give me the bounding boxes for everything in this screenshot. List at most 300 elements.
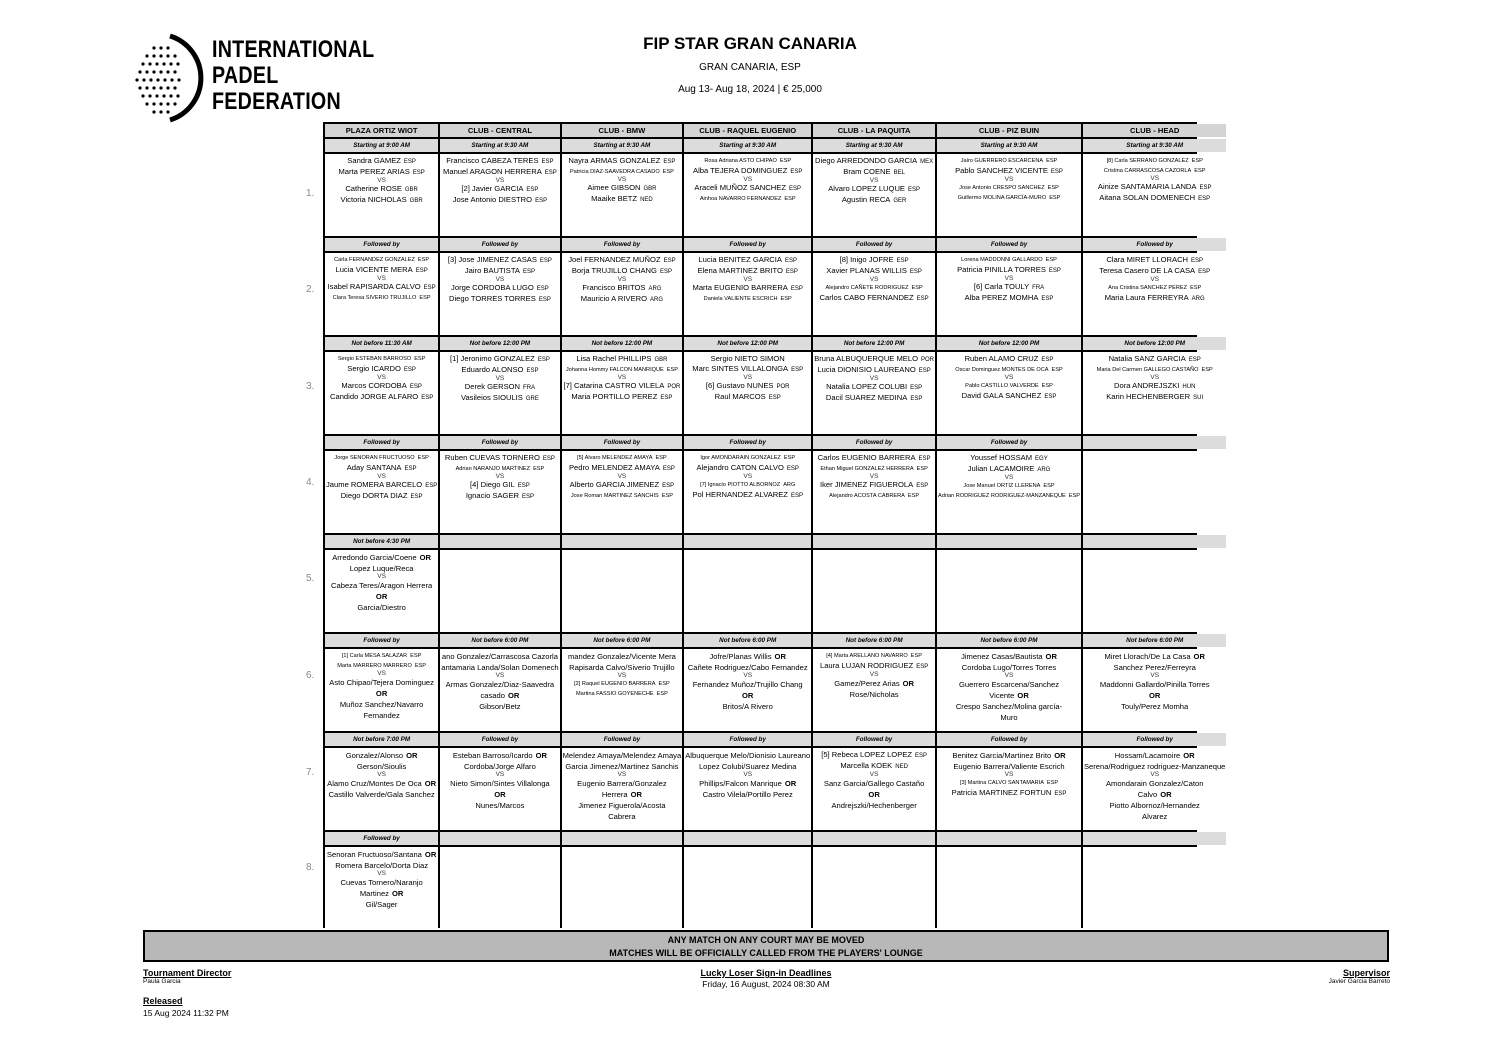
start-time-label: Followed by: [325, 634, 438, 647]
start-time-label: Followed by: [813, 238, 935, 251]
name-text: Jose Antonio DIESTRO: [452, 194, 533, 204]
released-info: [143, 996, 229, 1018]
start-time-label: [440, 535, 559, 548]
name-text: VS: [617, 672, 627, 679]
lucky-loser-info: [616, 968, 916, 989]
round-number: 1.: [306, 188, 315, 199]
start-time-label: Not before 12:00 PM: [937, 337, 1081, 350]
event-header: [550, 34, 950, 95]
nationality: ESP: [415, 268, 428, 274]
or-label: [326, 591, 437, 602]
start-time-label: [684, 832, 811, 845]
match-cell: [937, 550, 1081, 632]
player-line: [814, 354, 934, 365]
start-time-label: Starting at 9:30 AM: [562, 139, 683, 152]
player-line: [685, 156, 810, 166]
team-line: [326, 602, 437, 613]
nationality: FRA: [523, 384, 536, 391]
notice-line: MATCHES WILL BE OFFICIALLY CALLED FROM THE PLAYERS' LOUNGE: [609, 948, 923, 958]
player-line: [938, 778, 1080, 788]
name-text: VS: [495, 473, 505, 480]
notice-line: ANY MATCH ON ANY COURT MAY BE MOVED: [667, 935, 865, 945]
name-text: Rapisarda Calvo/Siverio Trujillo: [569, 663, 675, 672]
or-label: OR: [419, 553, 432, 562]
name-text: Francisco CABEZA TERES: [446, 156, 539, 165]
player-line: [814, 255, 934, 266]
nationality: MEX: [920, 159, 934, 165]
player-line: [685, 255, 810, 266]
team-line: [814, 800, 934, 811]
name-text: Agustin RECA: [841, 194, 891, 204]
name-text: Nayra ARMAS GONZALEZ: [568, 156, 661, 165]
name-text: VS: [377, 870, 386, 877]
start-time-label: Followed by: [562, 436, 683, 449]
name-text: Castillo Valverde/Gala Sanchez: [328, 789, 435, 799]
name-text: Adrian RODRIGUEZ RODRIGUEZ-MANZANEQUE: [938, 492, 1066, 499]
name-text: Alejandro CATON CALVO: [696, 463, 784, 472]
start-time-label: Not before 7:00 PM: [325, 733, 438, 746]
match-cell: [325, 451, 438, 533]
player-line: [938, 788, 1080, 799]
match-cell: [562, 847, 683, 929]
name-text: Alamo Cruz/Montes De Oca: [327, 778, 422, 788]
start-time-label: Followed by: [1083, 238, 1226, 251]
name-text: Maria Del Carmen GALLEGO CASTAÑO: [1096, 367, 1199, 373]
nationality: ESP: [916, 664, 929, 670]
nationality: ESP: [414, 356, 426, 362]
match-cell: [440, 154, 559, 236]
name-text: Mauricio A RIVERO: [580, 293, 648, 303]
name-text: Aitana SOLAN DOMENECH: [1099, 192, 1196, 202]
name-text: Andrejszki/Hechenberger: [831, 800, 917, 810]
match-cell: [684, 253, 811, 335]
nationality: ESP: [410, 653, 422, 659]
name-text: Manuel ARAGON HERRERA: [443, 167, 542, 176]
start-time-label: Followed by: [562, 733, 683, 746]
nationality: ESP: [896, 258, 909, 264]
player-line: [563, 480, 682, 491]
name-text: Ruben ALAMO CRUZ: [964, 354, 1039, 363]
team-line: [1084, 679, 1225, 690]
match-cell: [440, 748, 559, 830]
name-text: VS: [1150, 374, 1160, 381]
name-text: VS: [743, 672, 753, 679]
nationality: ESP: [663, 258, 676, 264]
nationality: POR: [921, 357, 935, 363]
nationality: ESP: [410, 493, 423, 500]
start-time-label: [1083, 832, 1226, 845]
nationality: ARG: [1037, 467, 1051, 473]
name-text: Gonzalez/Alonso: [345, 751, 404, 760]
player-line: [441, 294, 558, 305]
team-line: [326, 888, 437, 899]
team-line: [563, 800, 682, 811]
start-time-label: Starting at 9:00 AM: [325, 139, 438, 152]
name-text: VS: [743, 276, 753, 283]
name-text: Sergio NIETO SIMON: [710, 354, 785, 363]
start-time-label: Followed by: [813, 733, 935, 746]
match-cell: [684, 847, 811, 929]
name-text: Lucia VICENTE MERA: [335, 265, 413, 274]
player-line: [326, 392, 437, 403]
nationality: ESP: [909, 269, 922, 275]
name-text: Jose Roman MARTINEZ SANCHIS: [570, 492, 659, 499]
nationality: NED: [640, 196, 653, 203]
player-line: [1084, 255, 1225, 266]
nationality: BEL: [893, 170, 905, 176]
player-line: [814, 184, 934, 195]
match-cell: [440, 253, 559, 335]
name-text: Julian LACAMOIRE: [967, 464, 1035, 473]
match-cell: [1083, 649, 1226, 731]
round-number: 5.: [306, 573, 315, 584]
player-line: [938, 293, 1080, 304]
match-cell: [325, 253, 438, 335]
start-time-label: [1083, 436, 1226, 449]
name-text: Maddonni Gallardo/Pinilla Torres: [1099, 679, 1210, 689]
name-text: Asto Chipao/Tejera Dominguez: [329, 677, 434, 687]
match-cell: [440, 550, 559, 632]
name-text: Lucia BENITEZ GARCIA: [698, 255, 782, 264]
start-time-label: Followed by: [937, 238, 1081, 251]
released-label: Released: [143, 996, 183, 1006]
nationality: ESP: [1050, 169, 1063, 175]
player-line: [938, 282, 1080, 293]
start-time-label: Followed by: [325, 832, 438, 845]
team-line: [441, 750, 558, 761]
name-text: Cordoba Lugo/Torres Torres: [961, 663, 1057, 672]
team-line: [326, 677, 437, 688]
name-text: Vicente: [989, 690, 1015, 700]
nationality: ESP: [663, 159, 676, 165]
or-label: OR: [1193, 652, 1205, 661]
name-text: OR: [375, 688, 388, 698]
name-text: [6] Gustavo NUNES: [705, 380, 774, 390]
match-cell: [562, 550, 683, 632]
name-text: Eduardo ALONSO: [461, 365, 524, 374]
nationality: ESP: [1047, 184, 1059, 191]
team-line: [685, 789, 810, 800]
player-line: [685, 194, 810, 204]
name-text: Ethan Miguel GONZALEZ HERRERA: [820, 466, 914, 472]
match-cell: [937, 154, 1081, 236]
or-label: OR: [1160, 789, 1172, 799]
match-cell: [562, 649, 683, 731]
name-text: VS: [1004, 771, 1014, 778]
name-text: Alejandro ACOSTA CABRERA: [829, 492, 905, 499]
name-text: Pablo CASTILLO VALVERDE: [965, 382, 1039, 389]
name-text: Carlos CABO FERNANDEZ: [819, 292, 914, 302]
name-text: Cabrera: [608, 811, 636, 821]
player-line: [563, 491, 682, 501]
team-line: [685, 701, 810, 712]
name-text: Amondarain Gonzalez/Caton: [1105, 778, 1204, 788]
logo-text: [212, 37, 374, 115]
nationality: ESP: [662, 482, 675, 489]
name-text: VS: [1004, 672, 1014, 679]
start-time-label: Followed by: [325, 238, 438, 251]
nationality: ESP: [539, 258, 552, 264]
name-text: Isabel RAPISARDA CALVO: [327, 281, 421, 291]
team-line: [326, 789, 437, 800]
name-text: Aday SANTANA: [346, 463, 402, 472]
team-line: [938, 679, 1080, 690]
supervisor-info: [1329, 968, 1390, 985]
round-number: 3.: [306, 381, 315, 392]
name-text: Sandra GAMEZ: [347, 156, 401, 165]
player-line: [441, 480, 558, 491]
nationality: ESP: [908, 186, 921, 193]
or-label: [441, 789, 558, 800]
name-text: Jairo GUERRERO ESCARCENA: [960, 158, 1044, 164]
nationality: GER: [893, 197, 907, 204]
notice-banner: [143, 930, 1389, 962]
match-cell: [440, 847, 559, 929]
team-line: [685, 679, 810, 690]
name-text: Ainhoa NAVARRO FERNANDEZ: [699, 195, 782, 202]
name-text: VS: [743, 176, 753, 183]
nationality: ESP: [414, 663, 427, 669]
or-label: OR: [424, 850, 437, 859]
match-cell: [562, 154, 683, 236]
start-time-label: Followed by: [440, 436, 559, 449]
player-line: [814, 156, 934, 167]
match-cell: [440, 451, 559, 533]
or-label: OR: [1045, 652, 1057, 661]
match-cell: [937, 253, 1081, 335]
start-time-label: Not before 12:00 PM: [684, 337, 811, 350]
match-cell: [937, 847, 1081, 929]
player-line: [563, 183, 682, 194]
nationality: ESP: [780, 295, 792, 302]
name-text: Ruben CUEVAS TORNERO: [444, 453, 540, 462]
nationality: ESP: [1194, 168, 1206, 174]
name-text: Carlos EUGENIO BARRERA: [817, 453, 916, 462]
nationality: ESP: [790, 492, 803, 499]
nationality: ARG: [648, 285, 662, 292]
name-text: Gil/Sager: [365, 899, 398, 909]
nationality: ESP: [916, 482, 929, 489]
name-text: [8] Inigo JOFRE: [839, 255, 894, 264]
nationality: ESP: [659, 269, 672, 275]
name-text: Diego ARREDONDO GARCIA: [815, 156, 918, 165]
name-text: Garcia/Diestro: [357, 602, 406, 612]
player-line: [938, 391, 1080, 402]
name-text: VS: [377, 573, 386, 580]
name-text: VS: [617, 374, 627, 381]
nationality: ESP: [916, 295, 929, 302]
nationality: FRA: [1032, 284, 1045, 291]
ipf-ball-icon: [134, 34, 204, 124]
nationality: ESP: [916, 466, 928, 472]
nationality: ESP: [910, 384, 923, 391]
match-cell: [1083, 154, 1226, 236]
supervisor-label: Supervisor: [1342, 968, 1390, 978]
name-text: Lopez Colubi/Suarez Medina: [698, 762, 797, 771]
name-text: Marcella KOEK: [840, 761, 893, 770]
name-text: Clara Teresa SIVERIO TRUJILLO: [332, 294, 417, 301]
nationality: ESP: [425, 482, 438, 489]
nationality: ESP: [526, 186, 539, 193]
nationality: ESP: [1068, 492, 1080, 499]
team-line: [685, 651, 810, 662]
player-line: [441, 393, 558, 404]
nationality: ESP: [541, 159, 554, 165]
player-line: [685, 381, 810, 392]
match-cell: [813, 154, 935, 236]
name-text: Cabeza Teres/Aragon Herrera: [331, 580, 433, 590]
nationality: ESP: [1191, 258, 1204, 264]
match-cell: [937, 649, 1081, 731]
nationality: ESP: [1041, 295, 1054, 302]
player-line: [563, 283, 682, 294]
name-text: Victoria NICHOLAS: [340, 194, 407, 204]
start-time-label: Starting at 9:30 AM: [813, 139, 935, 152]
player-line: [814, 491, 934, 501]
nationality: ESP: [660, 394, 673, 401]
name-text: VS: [495, 375, 505, 382]
name-text: Joel FERNANDEZ MUÑOZ: [568, 255, 661, 264]
name-text: VS: [1004, 474, 1014, 481]
nationality: ESP: [1198, 269, 1211, 275]
name-text: Nieto Simon/Sintes Villalonga: [450, 778, 550, 788]
nationality: ESP: [768, 394, 781, 401]
nationality: ESP: [409, 383, 422, 390]
nationality: ESP: [784, 258, 797, 264]
name-text: VS: [495, 276, 505, 283]
or-label: OR: [507, 690, 520, 700]
team-line: [563, 789, 682, 800]
name-text: Jofre/Planas Willis: [709, 652, 772, 661]
player-line: [441, 184, 558, 195]
nationality: ESP: [662, 169, 674, 175]
player-line: [685, 490, 810, 501]
team-line: [938, 750, 1080, 761]
name-text: [3] Martina CALVO SANTAMARIA: [959, 779, 1044, 786]
team-line: [814, 778, 934, 789]
match-cell: [440, 352, 559, 434]
player-line: [326, 195, 437, 206]
name-text: Calvo: [1137, 789, 1158, 799]
team-line: [326, 899, 437, 910]
name-text: Lorena MADDONNI GALLARDO: [961, 257, 1043, 263]
name-text: Teresa Casero DE LA CASA: [1099, 266, 1196, 275]
name-text: VS: [869, 177, 879, 184]
name-text: [1] Carla MESA SALAZAR: [341, 653, 408, 659]
player-line: [685, 354, 810, 364]
player-line: [685, 283, 810, 294]
name-text: Ainize SANTAMARIA LANDA: [1097, 181, 1197, 191]
name-text: ano Gonzalez/Carrascosa Cazorla: [441, 652, 558, 661]
name-text: OR: [1149, 690, 1161, 700]
start-time-label: Followed by: [325, 436, 438, 449]
name-text: Nunes/Marcos: [475, 800, 525, 810]
nationality: ESP: [662, 466, 675, 472]
name-text: Sanz Garcia/Gallego Castaño: [823, 778, 925, 788]
name-text: Jimenez Figuerola/Acosta: [578, 800, 666, 810]
match-cell: [1083, 253, 1226, 335]
name-text: David GALA SANCHEZ: [961, 390, 1042, 400]
player-line: [938, 381, 1080, 391]
start-time-label: Not before 6:00 PM: [684, 634, 811, 647]
team-line: [1084, 811, 1225, 822]
name-text: Marc SINTES VILLALONGA: [692, 364, 789, 373]
name-text: [5] Alvaro MELENDEZ AMAYA: [577, 455, 653, 461]
name-text: Araceli MUÑOZ SANCHEZ: [694, 182, 786, 192]
start-time-label: Followed by: [562, 238, 683, 251]
player-line: [563, 392, 682, 403]
nationality: ESP: [522, 493, 535, 500]
player-line: [441, 382, 558, 393]
name-text: Phillips/Falcon Manrique: [699, 778, 782, 788]
name-text: Melendez Amaya/Melendez Amaya: [562, 751, 682, 760]
director-name: Paula Garcia: [143, 978, 181, 985]
start-time-label: [813, 832, 935, 845]
player-line: [814, 293, 934, 304]
nationality: ESP: [918, 368, 931, 374]
name-text: Vasileios SIOULIS: [460, 392, 523, 402]
match-cell: [813, 253, 935, 335]
match-cell: [813, 748, 935, 830]
nationality: ESP: [783, 455, 796, 461]
name-text: VS: [617, 771, 627, 778]
team-line: [563, 811, 682, 822]
player-line: [563, 294, 682, 305]
name-text: [2] Javier GARCIA: [461, 183, 524, 193]
name-text: Oscar Dominguez MONTES DE OCA: [955, 367, 1049, 373]
team-line: [938, 690, 1080, 701]
name-text: VS: [377, 275, 386, 282]
nationality: ESP: [1048, 268, 1061, 274]
start-time-label: [937, 832, 1081, 845]
name-text: Esteban Barroso/Icardo: [452, 751, 533, 760]
match-cell: [562, 253, 683, 335]
name-text: Serena/Rodriguez rodriguez-Manzaneque: [1083, 762, 1226, 771]
player-line: [326, 651, 437, 661]
nationality: ESP: [914, 753, 927, 759]
logo-line: FEDERATION: [212, 88, 341, 115]
nationality: ESP: [656, 690, 668, 697]
name-text: Alvarez: [1142, 811, 1168, 821]
nationality: ESP: [779, 158, 792, 164]
nationality: ESP: [538, 296, 551, 303]
name-text: Iker JIMENEZ FIGUEROLA: [819, 479, 914, 489]
team-line: [441, 690, 558, 701]
nationality: GBR: [404, 186, 418, 193]
nationality: ESP: [655, 455, 667, 461]
nationality: GBR: [409, 197, 423, 204]
player-line: [938, 491, 1080, 501]
name-text: Eugenio Barrera/Valiente Escrich: [953, 762, 1065, 771]
name-text: VS: [743, 473, 753, 480]
name-text: Muro: [1000, 712, 1018, 722]
player-line: [1084, 354, 1225, 365]
team-line: [1084, 651, 1225, 662]
player-line: [814, 393, 934, 404]
team-line: [685, 750, 810, 761]
or-label: OR: [391, 888, 404, 898]
name-text: Lucia DIONISIO LAUREANO: [817, 365, 916, 374]
name-text: VS: [869, 276, 879, 283]
name-text: Ana Cristina SANCHEZ PEREZ: [1108, 284, 1188, 291]
start-time-label: Not before 6:00 PM: [937, 634, 1081, 647]
round-number: 8.: [306, 862, 315, 873]
nationality: ESP: [658, 680, 670, 687]
name-text: VS: [1004, 176, 1014, 183]
player-line: [938, 255, 1080, 265]
nationality: ESP: [784, 195, 796, 202]
player-line: [685, 480, 810, 490]
